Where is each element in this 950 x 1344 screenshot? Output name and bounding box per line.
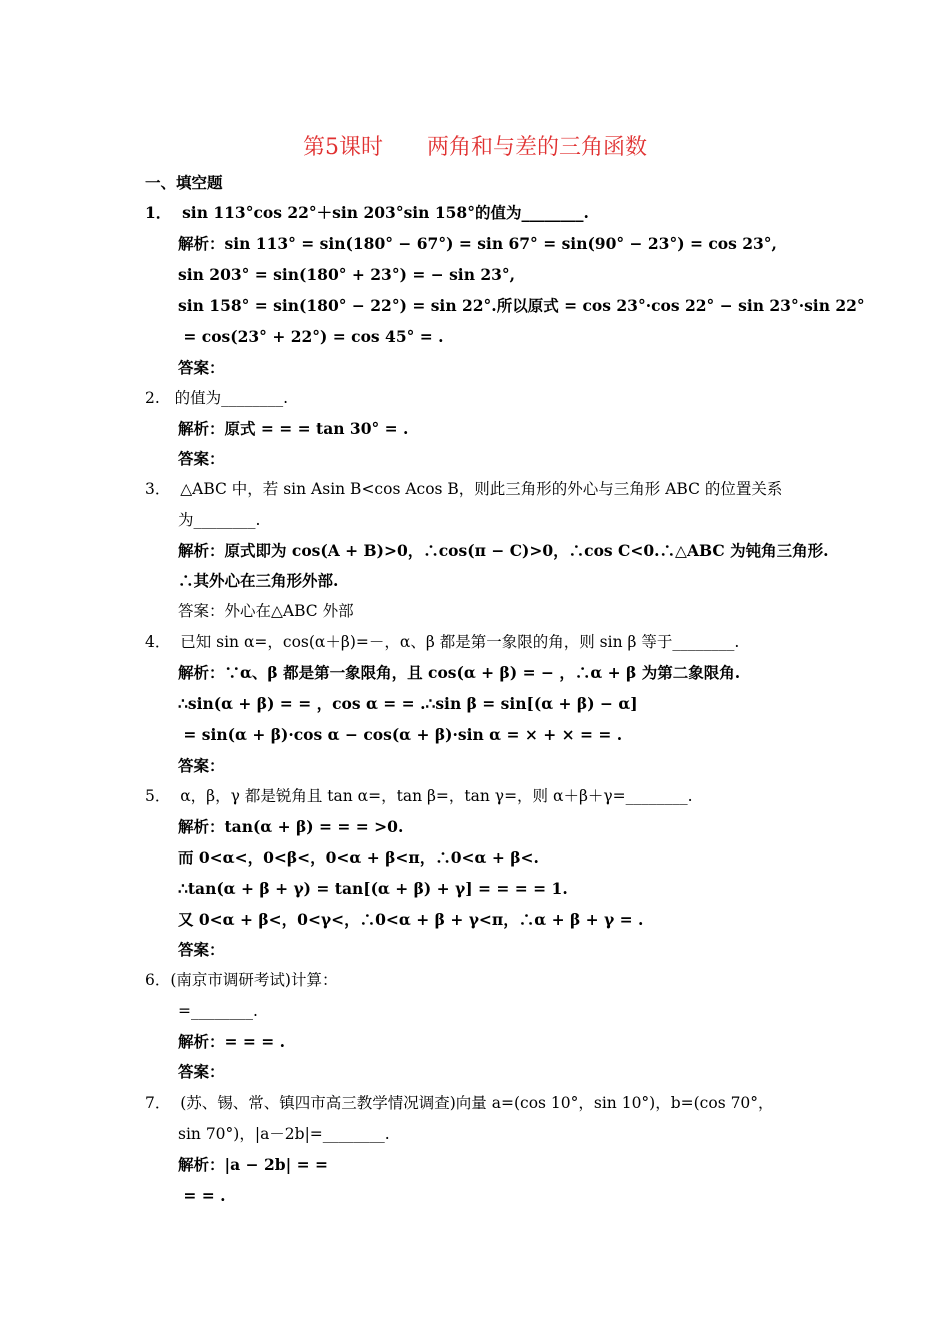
q1-analysis-line-2: sin 203° = sin(180° + 23°) = − sin 23°, (178, 265, 516, 284)
q5-analysis-line-4: 又 0<α + β<，0<γ<，∴0<α + β + γ<π，∴α + β + γ = . (178, 910, 644, 929)
q7-analysis-line-1: 解析：|a − 2b| = = (178, 1155, 328, 1174)
q5-analysis-line-1: 解析：tan(α + β) = = = >0. (178, 817, 404, 836)
q4-analysis-line-1: 解析：∵α、β 都是第一象限角，且 cos(α + β) = − ，∴α + β 为第二象限角. (178, 663, 741, 682)
q2-answer: 答案： (178, 449, 225, 468)
question-2: 2. 的值为________. (145, 389, 288, 407)
q5-answer: 答案： (178, 940, 225, 959)
q1-analysis-line-4: = cos(23° + 22°) = cos 45° = . (178, 327, 444, 346)
question-1: 1． sin 113°cos 22°＋sin 203°sin 158°的值为________. (145, 203, 589, 222)
q4-analysis-line-2: ∴sin(α + β) = = ，cos α = = .∴sin β = sin[(α + β) − α] (178, 694, 638, 713)
q6-analysis: 解析：= = = . (178, 1032, 286, 1051)
q2-analysis: 解析：原式 = = = tan 30° = . (178, 419, 409, 438)
q1-answer: 答案： (178, 358, 225, 377)
question-7-line-2: sin 70°)，|a－2b|=________. (178, 1125, 390, 1143)
page-title: 第5课时 两角和与差的三角函数 (303, 135, 647, 160)
q5-analysis-line-3: ∴tan(α + β + γ) = tan[(α + β) + γ] = = = = 1. (178, 879, 568, 898)
q6-answer: 答案： (178, 1062, 225, 1081)
question-7-line-1: 7． (苏、锡、常、镇四市高三教学情况调查)向量 a=(cos 10°，sin 10°)，b=(cos 70°， (145, 1094, 774, 1112)
question-4: 4． 已知 sin α=，cos(α＋β)=－，α、β 都是第一象限的角，则 sin β 等于________. (145, 633, 740, 651)
question-5: 5． α，β，γ 都是锐角且 tan α=，tan β=，tan γ=，则 α＋β＋γ=________. (145, 787, 693, 805)
question-6-blank: =________. (178, 1002, 258, 1020)
question-3-line-2: 为________. (178, 511, 261, 529)
question-3-line-1: 3． △ABC 中，若 sin Asin B<cos Acos B，则此三角形的外心与三角形 ABC 的位置关系 (145, 480, 783, 498)
q5-analysis-line-2: 而 0<α<，0<β<，0<α + β<π，∴0<α + β<. (178, 848, 539, 867)
q4-answer: 答案： (178, 756, 225, 775)
q3-analysis-line-1: 解析：原式即为 cos(A + B)>0，∴cos(π − C)>0，∴cos C<0.∴△ABC 为钝角三角形. (178, 541, 829, 560)
q4-analysis-line-3: = sin(α + β)·cos α − cos(α + β)·sin α = × + × = = . (178, 725, 623, 744)
question-6: 6．(南京市调研考试)计算： (145, 971, 338, 989)
q1-analysis-line-1: 解析：sin 113° = sin(180° − 67°) = sin 67° = sin(90° − 23°) = cos 23°, (178, 234, 777, 253)
q3-analysis-line-2: ∴其外心在三角形外部. (178, 571, 339, 590)
section-heading: 一、填空题 (145, 173, 223, 192)
q1-analysis-line-3: sin 158° = sin(180° − 22°) = sin 22°.所以原式 = cos 23°·cos 22° − sin 23°·sin 22° (178, 296, 865, 315)
q3-answer: 答案：外心在△ABC 外部 (178, 602, 354, 620)
q7-analysis-line-2: = = . (178, 1186, 226, 1205)
